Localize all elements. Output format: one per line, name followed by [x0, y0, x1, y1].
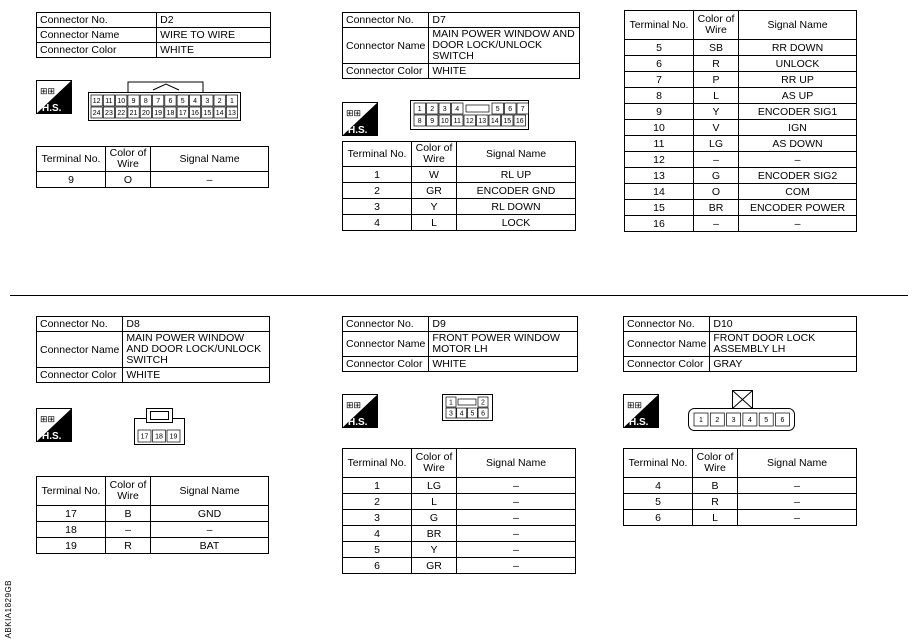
- table-row: [37, 538, 269, 554]
- connector-no-value: D9: [429, 317, 578, 332]
- terminal-no-cell: 16: [625, 216, 694, 232]
- wire-color-cell: LG: [412, 478, 457, 494]
- table-row: [37, 506, 269, 522]
- terminal-no-cell: 2: [343, 494, 412, 510]
- label-connector-color: Connector Color: [37, 43, 157, 58]
- terminal-no-cell: 17: [37, 506, 106, 522]
- pin-label: 15: [203, 110, 212, 117]
- wire-color-cell: Y: [412, 199, 457, 215]
- signal-name-cell: –: [457, 526, 576, 542]
- terminal-no-cell: 19: [37, 538, 106, 554]
- terminal-table-d10: [623, 448, 857, 526]
- terminal-no-cell: 9: [37, 172, 106, 188]
- connector-d7-info: [342, 12, 580, 79]
- table-row: [624, 478, 857, 494]
- terminal-no-cell: 5: [343, 542, 412, 558]
- pin-label: 2: [430, 106, 435, 113]
- terminal-no-cell: 6: [343, 558, 412, 574]
- pin-label: 8: [143, 98, 148, 105]
- label-connector-name: Connector Name: [37, 28, 157, 43]
- label-connector-name: Connector Name: [624, 332, 710, 357]
- label-connector-no: Connector No.: [343, 13, 429, 28]
- terminal-no-cell: 4: [343, 526, 412, 542]
- connector-color-value: GRAY: [710, 357, 857, 372]
- header-signal-name: Signal Name: [739, 11, 857, 40]
- terminal-table-d9: [342, 448, 576, 574]
- pin-label: 13: [478, 118, 487, 125]
- wire-color-cell: Y: [412, 542, 457, 558]
- figure-id: ABKIA1829GB: [4, 580, 13, 639]
- pin-label: 20: [141, 110, 150, 117]
- wire-color-cell: GR: [412, 558, 457, 574]
- wire-color-cell: V: [694, 120, 739, 136]
- signal-name-cell: –: [457, 542, 576, 558]
- connector-color-value: WHITE: [123, 368, 270, 383]
- pin-label: 4: [455, 106, 460, 113]
- header-signal-name: Signal Name: [151, 147, 269, 172]
- signal-name-cell: –: [738, 510, 857, 526]
- wire-color-cell: B: [106, 506, 151, 522]
- pin-label: 4: [193, 98, 198, 105]
- pin-label: 6: [780, 417, 785, 424]
- connector-no-value: D8: [123, 317, 270, 332]
- table-row: [343, 183, 576, 199]
- terminal-no-cell: 6: [624, 510, 693, 526]
- connector-d9-face: [442, 394, 496, 424]
- terminal-no-cell: 6: [625, 56, 694, 72]
- pin-label: 6: [168, 98, 173, 105]
- terminal-no-cell: 7: [625, 72, 694, 88]
- connector-d7-face: [410, 100, 530, 132]
- pin-label: 3: [442, 106, 447, 113]
- label-connector-color: Connector Color: [37, 368, 123, 383]
- pin-label: 16: [515, 118, 524, 125]
- pin-label: 8: [417, 118, 422, 125]
- pin-label: 2: [481, 399, 485, 407]
- label-connector-color: Connector Color: [343, 64, 429, 79]
- terminal-table-d7: [342, 141, 576, 231]
- wire-color-cell: Y: [694, 104, 739, 120]
- signal-name-cell: AS UP: [739, 88, 857, 104]
- wire-color-cell: W: [412, 167, 457, 183]
- header-terminal-no: Terminal No.: [343, 142, 412, 167]
- pin-label: 9: [430, 118, 435, 125]
- terminal-no-cell: 10: [625, 120, 694, 136]
- table-row: [625, 216, 857, 232]
- signal-name-cell: BAT: [151, 538, 269, 554]
- signal-name-cell: –: [151, 522, 269, 538]
- svg-text:H.S.: H.S.: [629, 417, 649, 428]
- terminal-no-cell: 15: [625, 200, 694, 216]
- terminal-no-cell: 2: [343, 183, 412, 199]
- header-signal-name: Signal Name: [151, 477, 269, 506]
- connector-name-value: FRONT POWER WINDOW MOTOR LH: [429, 332, 578, 357]
- key-slot: [458, 399, 476, 405]
- terminal-no-cell: 14: [625, 184, 694, 200]
- pin-label: 2: [217, 98, 222, 105]
- connector-no-value: D7: [429, 13, 580, 28]
- terminal-no-cell: 4: [343, 215, 412, 231]
- pin-label: 11: [453, 118, 461, 125]
- signal-name-cell: GND: [151, 506, 269, 522]
- header-terminal-no: Terminal No.: [343, 449, 412, 478]
- terminal-table-d7-continued: [624, 10, 857, 232]
- table-row: [343, 558, 576, 574]
- table-row: [625, 120, 857, 136]
- wire-color-cell: LG: [694, 136, 739, 152]
- pin-label: 3: [449, 410, 453, 418]
- signal-name-cell: RL DOWN: [457, 199, 576, 215]
- table-row: [343, 526, 576, 542]
- terminal-no-cell: 1: [343, 478, 412, 494]
- label-connector-name: Connector Name: [343, 332, 429, 357]
- header-terminal-no: Terminal No.: [624, 449, 693, 478]
- svg-text:⊞⊞: ⊞⊞: [346, 108, 362, 118]
- connector-name-value: MAIN POWER WINDOW AND DOOR LOCK/UNLOCK SWITCH: [123, 332, 270, 368]
- pin-label: 14: [215, 110, 224, 117]
- table-row: [625, 56, 857, 72]
- wire-color-cell: R: [693, 494, 738, 510]
- svg-text:⊞⊞: ⊞⊞: [40, 414, 56, 424]
- pin-label: 5: [470, 410, 475, 418]
- connector-d8-face: [134, 408, 188, 446]
- table-row: [624, 510, 857, 526]
- table-row: [625, 136, 857, 152]
- pin-label: 19: [154, 110, 163, 117]
- section-divider: [10, 295, 908, 296]
- signal-name-cell: –: [457, 478, 576, 494]
- table-row: [625, 184, 857, 200]
- label-connector-no: Connector No.: [624, 317, 710, 332]
- header-signal-name: Signal Name: [457, 142, 576, 167]
- wire-color-cell: O: [694, 184, 739, 200]
- signal-name-cell: LOCK: [457, 215, 576, 231]
- pin-label: 1: [699, 417, 703, 424]
- wire-color-cell: L: [693, 510, 738, 526]
- connector-color-value: WHITE: [429, 64, 580, 79]
- connector-d10-face: [688, 390, 798, 434]
- svg-text:H.S.: H.S.: [42, 103, 62, 114]
- header-color-of-wire: Color of Wire: [694, 11, 739, 40]
- pin-label: 6: [481, 410, 486, 418]
- connector-name-value: WIRE TO WIRE: [157, 28, 271, 43]
- table-row: [625, 88, 857, 104]
- table-row: [625, 152, 857, 168]
- connector-d2-face: [88, 80, 243, 122]
- wire-color-cell: G: [412, 510, 457, 526]
- terminal-no-cell: 3: [343, 199, 412, 215]
- hs-symbol-d2: [36, 80, 72, 114]
- wire-color-cell: –: [106, 522, 151, 538]
- signal-name-cell: RR UP: [739, 72, 857, 88]
- pin-label: 1: [449, 399, 453, 407]
- pin-label: 7: [156, 98, 161, 105]
- wire-color-cell: L: [412, 215, 457, 231]
- terminal-no-cell: 9: [625, 104, 694, 120]
- header-terminal-no: Terminal No.: [37, 477, 106, 506]
- key-slot: [466, 105, 489, 112]
- wire-color-cell: –: [694, 216, 739, 232]
- signal-name-cell: –: [457, 494, 576, 510]
- label-connector-name: Connector Name: [343, 28, 429, 64]
- signal-name-cell: ENCODER SIG2: [739, 168, 857, 184]
- wire-color-cell: –: [694, 152, 739, 168]
- header-color-of-wire: Color of Wire: [412, 449, 457, 478]
- terminal-table-d2: [36, 146, 269, 188]
- wire-color-cell: R: [694, 56, 739, 72]
- pin-label: 21: [129, 110, 138, 117]
- label-connector-no: Connector No.: [37, 13, 157, 28]
- pin-label: 4: [459, 410, 464, 418]
- signal-name-cell: ENCODER GND: [457, 183, 576, 199]
- wire-color-cell: BR: [412, 526, 457, 542]
- pin-label: 12: [92, 98, 101, 105]
- terminal-no-cell: 1: [343, 167, 412, 183]
- terminal-no-cell: 3: [343, 510, 412, 526]
- terminal-no-cell: 13: [625, 168, 694, 184]
- table-row: [37, 522, 269, 538]
- svg-text:⊞⊞: ⊞⊞: [627, 400, 643, 410]
- svg-text:⊞⊞: ⊞⊞: [40, 86, 56, 96]
- table-row: [625, 200, 857, 216]
- pin-label: 16: [191, 110, 199, 117]
- signal-name-cell: COM: [739, 184, 857, 200]
- hs-symbol-d8: [36, 408, 72, 442]
- label-connector-color: Connector Color: [624, 357, 710, 372]
- signal-name-cell: –: [739, 216, 857, 232]
- pin-label: 14: [490, 118, 499, 125]
- table-row: [343, 542, 576, 558]
- connector-name-value: MAIN POWER WINDOW AND DOOR LOCK/UNLOCK SWITCH: [429, 28, 580, 64]
- hs-symbol-d10: [623, 394, 659, 428]
- wire-color-cell: B: [693, 478, 738, 494]
- header-color-of-wire: Color of Wire: [412, 142, 457, 167]
- pin-label: 1: [229, 98, 234, 105]
- pin-label: 24: [92, 110, 101, 117]
- signal-name-cell: –: [151, 172, 269, 188]
- table-row: [625, 168, 857, 184]
- terminal-no-cell: 5: [624, 494, 693, 510]
- connector-no-value: D10: [710, 317, 857, 332]
- pin-label: 17: [178, 110, 187, 117]
- pin-label: 5: [764, 417, 769, 424]
- signal-name-cell: –: [739, 152, 857, 168]
- header-terminal-no: Terminal No.: [625, 11, 694, 40]
- table-row: [625, 72, 857, 88]
- pin-label: 4: [747, 417, 752, 424]
- pin-label: 1: [417, 106, 422, 113]
- wire-color-cell: G: [694, 168, 739, 184]
- connector-d8-info: [36, 316, 270, 383]
- header-terminal-no: Terminal No.: [37, 147, 106, 172]
- connector-d9-info: [342, 316, 578, 372]
- terminal-no-cell: 8: [625, 88, 694, 104]
- connector-name-value: FRONT DOOR LOCK ASSEMBLY LH: [710, 332, 857, 357]
- table-row: [343, 478, 576, 494]
- pin-label: 11: [105, 98, 113, 105]
- header-color-of-wire: Color of Wire: [106, 147, 151, 172]
- svg-text:H.S.: H.S.: [42, 431, 62, 442]
- pin-label: 13: [228, 110, 236, 117]
- wire-color-cell: BR: [694, 200, 739, 216]
- header-color-of-wire: Color of Wire: [106, 477, 151, 506]
- pin-label: 18: [155, 433, 163, 441]
- table-row: [343, 215, 576, 231]
- signal-name-cell: –: [457, 558, 576, 574]
- signal-name-cell: ENCODER POWER: [739, 200, 857, 216]
- wire-color-cell: P: [694, 72, 739, 88]
- signal-name-cell: AS DOWN: [739, 136, 857, 152]
- label-connector-name: Connector Name: [37, 332, 123, 368]
- pin-label: 15: [503, 118, 512, 125]
- table-row: [343, 494, 576, 510]
- pin-label: 5: [495, 106, 500, 113]
- pin-label: 6: [508, 106, 513, 113]
- label-connector-no: Connector No.: [343, 317, 429, 332]
- svg-text:⊞⊞: ⊞⊞: [346, 400, 362, 410]
- signal-name-cell: RL UP: [457, 167, 576, 183]
- terminal-no-cell: 4: [624, 478, 693, 494]
- pin-label: 18: [166, 110, 175, 117]
- signal-name-cell: RR DOWN: [739, 40, 857, 56]
- pin-label: 7: [520, 106, 525, 113]
- label-connector-color: Connector Color: [343, 357, 429, 372]
- header-signal-name: Signal Name: [457, 449, 576, 478]
- wire-color-cell: SB: [694, 40, 739, 56]
- header-signal-name: Signal Name: [738, 449, 857, 478]
- terminal-no-cell: 11: [625, 136, 694, 152]
- pin-label: 9: [131, 98, 136, 105]
- pin-label: 22: [117, 110, 126, 117]
- pin-label: 12: [465, 118, 474, 125]
- header-color-of-wire: Color of Wire: [693, 449, 738, 478]
- hs-symbol-d9: [342, 394, 378, 428]
- signal-name-cell: IGN: [739, 120, 857, 136]
- connector-no-value: D2: [157, 13, 271, 28]
- signal-name-cell: –: [738, 478, 857, 494]
- pin-label: 19: [169, 433, 178, 441]
- hs-symbol-d7: [342, 102, 378, 136]
- terminal-no-cell: 5: [625, 40, 694, 56]
- pin-label: 2: [715, 417, 720, 424]
- signal-name-cell: ENCODER SIG1: [739, 104, 857, 120]
- signal-name-cell: –: [457, 510, 576, 526]
- wire-color-cell: L: [694, 88, 739, 104]
- table-row: [37, 172, 269, 188]
- signal-name-cell: UNLOCK: [739, 56, 857, 72]
- terminal-table-d8: [36, 476, 269, 554]
- pin-label: 5: [180, 98, 185, 105]
- connector-color-value: WHITE: [429, 357, 578, 372]
- wire-color-cell: O: [106, 172, 151, 188]
- terminal-no-cell: 12: [625, 152, 694, 168]
- pin-label: 3: [205, 98, 210, 105]
- pin-label: 23: [105, 110, 113, 117]
- label-connector-no: Connector No.: [37, 317, 123, 332]
- pin-label: 3: [731, 417, 736, 424]
- pin-label: 10: [117, 98, 126, 105]
- svg-text:H.S.: H.S.: [348, 417, 368, 428]
- wire-color-cell: R: [106, 538, 151, 554]
- table-row: [343, 167, 576, 183]
- connector-d2-info: [36, 12, 271, 58]
- table-row: [624, 494, 857, 510]
- pin-label: 10: [440, 118, 449, 125]
- wire-color-cell: L: [412, 494, 457, 510]
- svg-text:H.S.: H.S.: [348, 125, 368, 136]
- wire-color-cell: GR: [412, 183, 457, 199]
- pin-label: 17: [140, 433, 149, 441]
- connector-d10-info: [623, 316, 857, 372]
- table-row: [343, 199, 576, 215]
- table-row: [343, 510, 576, 526]
- table-row: [625, 40, 857, 56]
- signal-name-cell: –: [738, 494, 857, 510]
- terminal-no-cell: 18: [37, 522, 106, 538]
- table-row: [625, 104, 857, 120]
- connector-color-value: WHITE: [157, 43, 271, 58]
